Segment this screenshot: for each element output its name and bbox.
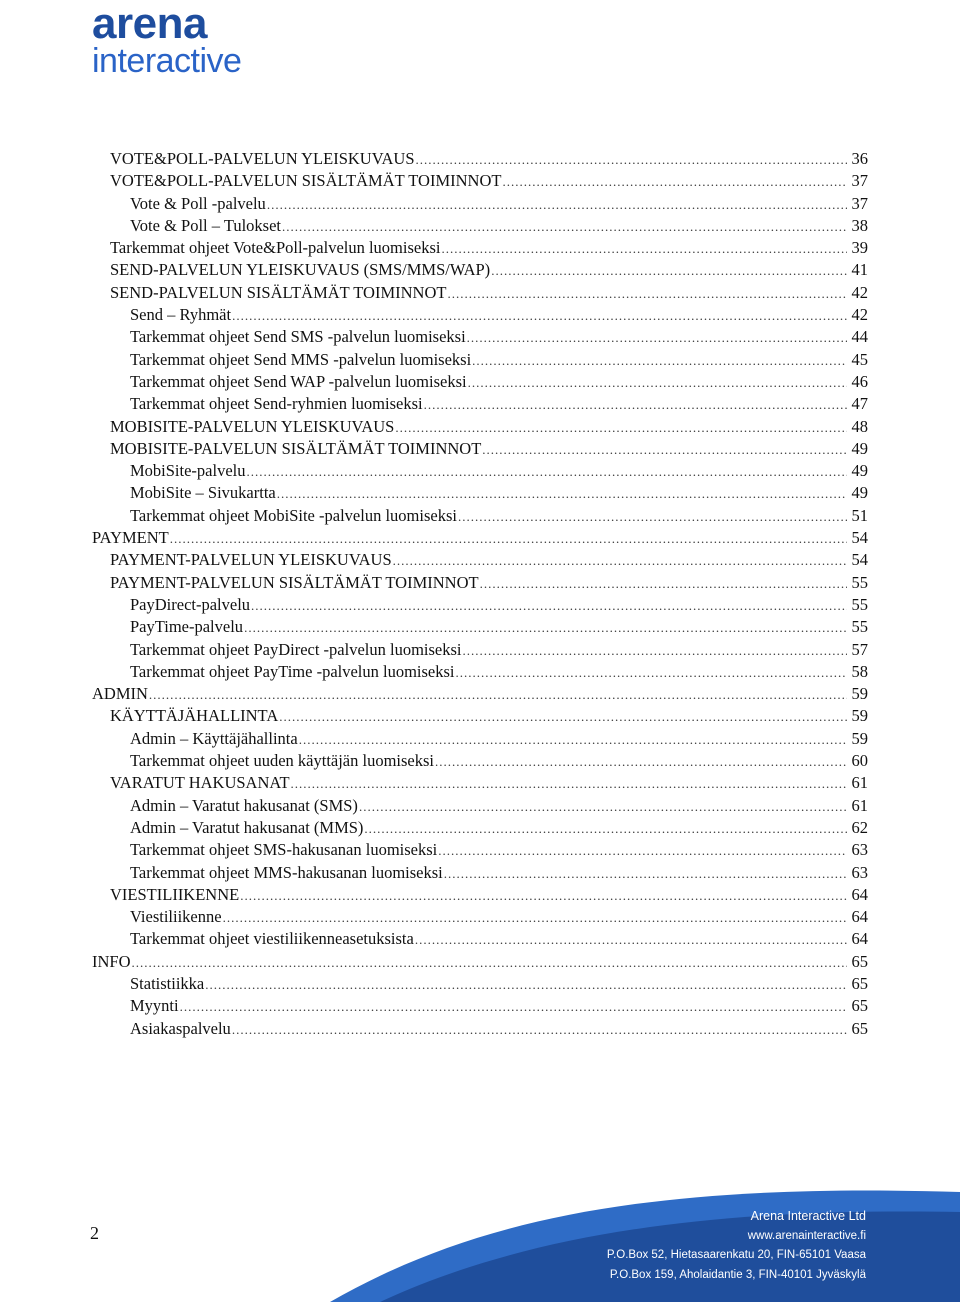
toc-dot-leader xyxy=(458,506,847,528)
toc-entry[interactable] xyxy=(92,995,868,1017)
toc-dot-leader xyxy=(170,528,847,550)
toc-entry-title: Admin – Varatut hakusanat (MMS) xyxy=(130,817,364,837)
toc-dot-leader xyxy=(395,417,847,439)
toc-entry[interactable] xyxy=(92,393,868,415)
toc-entry[interactable] xyxy=(92,148,868,170)
toc-entry-page: 49 xyxy=(851,483,868,503)
company-logo xyxy=(92,0,262,80)
toc-entry-page: 59 xyxy=(851,684,868,704)
toc-entry[interactable] xyxy=(92,193,868,215)
toc-entry-page: 63 xyxy=(851,840,868,860)
toc-entry[interactable] xyxy=(92,683,868,705)
toc-dot-leader xyxy=(180,996,847,1018)
toc-entry-title: Tarkemmat ohjeet Send MMS -palvelun luomiseksi xyxy=(130,349,472,369)
toc-entry-title: Tarkemmat ohjeet Send WAP -palvelun luomiseksi xyxy=(130,371,467,391)
toc-entry-title: Tarkemmat ohjeet Vote&Poll-palvelun luomiseksi xyxy=(110,238,441,258)
toc-entry-title: Tarkemmat ohjeet Send SMS -palvelun luomiseksi xyxy=(130,327,466,347)
toc-entry[interactable] xyxy=(92,215,868,237)
toc-entry-title: Tarkemmat ohjeet Send-ryhmien luomiseksi xyxy=(130,394,423,414)
toc-entry-page: 46 xyxy=(851,371,868,391)
toc-dot-leader xyxy=(456,662,847,684)
toc-entry[interactable] xyxy=(92,973,868,995)
toc-entry[interactable] xyxy=(92,795,868,817)
toc-dot-leader xyxy=(364,818,847,840)
toc-entry[interactable] xyxy=(92,616,868,638)
toc-dot-leader xyxy=(491,260,847,282)
toc-entry-title: Viestiliikenne xyxy=(130,907,222,927)
toc-dot-leader xyxy=(441,238,847,260)
toc-entry-title: PayDirect-palvelu xyxy=(130,594,251,614)
toc-entry-title: Tarkemmat ohjeet uuden käyttäjän luomiseksi xyxy=(130,751,435,771)
toc-entry-page: 64 xyxy=(851,907,868,927)
toc-dot-leader xyxy=(132,952,847,974)
toc-entry-title: Tarkemmat ohjeet PayDirect -palvelun luomiseksi xyxy=(130,639,462,659)
toc-entry[interactable] xyxy=(92,349,868,371)
toc-entry-title: Myynti xyxy=(130,996,179,1016)
toc-dot-leader xyxy=(482,439,847,461)
toc-dot-leader xyxy=(438,840,847,862)
toc-entry[interactable] xyxy=(92,705,868,727)
toc-entry[interactable] xyxy=(92,728,868,750)
logo-wordmark-top: arena xyxy=(92,0,207,48)
toc-entry-page: 51 xyxy=(851,505,868,525)
toc-entry[interactable] xyxy=(92,772,868,794)
toc-entry-page: 49 xyxy=(851,438,868,458)
toc-dot-leader xyxy=(472,350,847,372)
logo-wordmark-bottom: interactive xyxy=(92,42,242,80)
toc-entry[interactable] xyxy=(92,326,868,348)
toc-entry-page: 55 xyxy=(851,617,868,637)
toc-entry-title: Tarkemmat ohjeet MMS-hakusanan luomiseksi xyxy=(130,862,443,882)
toc-entry-title: MOBISITE-PALVELUN SISÄLTÄMÄT TOIMINNOT xyxy=(110,438,482,458)
toc-dot-leader xyxy=(205,974,847,996)
toc-dot-leader xyxy=(416,149,847,171)
toc-entry-page: 55 xyxy=(851,594,868,614)
toc-entry[interactable] xyxy=(92,549,868,571)
footer-company-name: Arena Interactive Ltd xyxy=(750,1209,866,1223)
toc-entry-title: PAYMENT xyxy=(92,528,169,548)
toc-dot-leader xyxy=(251,595,847,617)
toc-entry[interactable] xyxy=(92,951,868,973)
table-of-contents xyxy=(92,148,868,1040)
toc-entry-page: 60 xyxy=(851,751,868,771)
toc-entry-title: MobiSite-palvelu xyxy=(130,461,246,481)
toc-entry[interactable] xyxy=(92,505,868,527)
toc-dot-leader xyxy=(232,305,847,327)
toc-entry[interactable] xyxy=(92,1018,868,1040)
toc-entry-title: VOTE&POLL-PALVELUN SISÄLTÄMÄT TOIMINNOT xyxy=(110,171,502,191)
toc-dot-leader xyxy=(277,483,847,505)
toc-entry-title: KÄYTTÄJÄHALLINTA xyxy=(110,706,279,726)
toc-entry-page: 63 xyxy=(851,862,868,882)
toc-dot-leader xyxy=(463,640,848,662)
toc-entry-page: 38 xyxy=(851,215,868,235)
toc-entry[interactable] xyxy=(92,839,868,861)
toc-entry-page: 62 xyxy=(851,817,868,837)
toc-entry-title: PAYMENT-PALVELUN YLEISKUVAUS xyxy=(110,550,392,570)
toc-entry-page: 44 xyxy=(851,327,868,347)
toc-dot-leader xyxy=(359,796,847,818)
toc-entry[interactable] xyxy=(92,438,868,460)
toc-entry-page: 49 xyxy=(851,461,868,481)
toc-entry-page: 47 xyxy=(851,394,868,414)
toc-entry-page: 54 xyxy=(851,550,868,570)
toc-entry-page: 37 xyxy=(851,171,868,191)
toc-entry[interactable] xyxy=(92,594,868,616)
toc-entry-page: 59 xyxy=(851,728,868,748)
toc-entry-page: 42 xyxy=(851,282,868,302)
page-number: 2 xyxy=(90,1223,99,1243)
toc-entry-page: 65 xyxy=(851,973,868,993)
toc-entry-title: Tarkemmat ohjeet PayTime -palvelun luomiseksi xyxy=(130,661,455,681)
toc-dot-leader xyxy=(480,573,847,595)
toc-entry-page: 48 xyxy=(851,416,868,436)
toc-entry-title: Admin – Käyttäjähallinta xyxy=(130,728,298,748)
toc-entry[interactable] xyxy=(92,282,868,304)
toc-entry-title: MOBISITE-PALVELUN YLEISKUVAUS xyxy=(110,416,395,436)
toc-dot-leader xyxy=(393,550,847,572)
toc-entry[interactable] xyxy=(92,416,868,438)
toc-entry-page: 65 xyxy=(851,996,868,1016)
toc-entry-page: 64 xyxy=(851,929,868,949)
toc-entry-title: Statistiikka xyxy=(130,973,205,993)
toc-dot-leader xyxy=(435,751,847,773)
toc-dot-leader xyxy=(299,729,847,751)
toc-dot-leader xyxy=(282,216,847,238)
toc-entry[interactable] xyxy=(92,304,868,326)
footer-address-vaasa: P.O.Box 52, Hietasaarenkatu 20, FIN-65101 Vaasa xyxy=(606,1249,866,1261)
toc-entry[interactable] xyxy=(92,527,868,549)
toc-entry-page: 41 xyxy=(851,260,868,280)
toc-dot-leader xyxy=(232,1019,847,1041)
toc-entry[interactable] xyxy=(92,572,868,594)
toc-entry[interactable] xyxy=(92,482,868,504)
toc-entry-title: MobiSite – Sivukartta xyxy=(130,483,276,503)
toc-entry-page: 65 xyxy=(851,951,868,971)
toc-entry-page: 37 xyxy=(851,193,868,213)
toc-entry-title: VARATUT HAKUSANAT xyxy=(110,773,290,793)
toc-dot-leader xyxy=(240,885,847,907)
toc-entry-title: Send – Ryhmät xyxy=(130,305,232,325)
toc-entry[interactable] xyxy=(92,884,868,906)
toc-entry-title: Tarkemmat ohjeet SMS-hakusanan luomiseksi xyxy=(130,840,438,860)
toc-entry[interactable] xyxy=(92,750,868,772)
toc-dot-leader xyxy=(468,372,847,394)
toc-entry[interactable] xyxy=(92,928,868,950)
toc-entry-title: Admin – Varatut hakusanat (SMS) xyxy=(130,795,358,815)
toc-entry[interactable] xyxy=(92,371,868,393)
toc-entry-page: 54 xyxy=(851,528,868,548)
toc-entry-title: PAYMENT-PALVELUN SISÄLTÄMÄT TOIMINNOT xyxy=(110,572,479,592)
toc-dot-leader xyxy=(149,684,847,706)
toc-entry-page: 36 xyxy=(851,149,868,168)
toc-entry-title: INFO xyxy=(92,951,131,971)
toc-dot-leader xyxy=(223,907,847,929)
toc-entry-page: 65 xyxy=(851,1018,868,1038)
toc-dot-leader xyxy=(291,773,847,795)
toc-entry-page: 61 xyxy=(851,795,868,815)
toc-entry-page: 59 xyxy=(851,706,868,726)
toc-entry-page: 57 xyxy=(851,639,868,659)
footer-address-jyvaskyla: P.O.Box 159, Aholaidantie 3, FIN-40101 Jyväskylä xyxy=(609,1268,866,1281)
toc-entry-title: ADMIN xyxy=(92,684,148,704)
toc-dot-leader xyxy=(279,706,847,728)
toc-entry-title: VOTE&POLL-PALVELUN YLEISKUVAUS xyxy=(110,149,415,168)
toc-entry-title: SEND-PALVELUN SISÄLTÄMÄT TOIMINNOT xyxy=(110,282,447,302)
toc-entry[interactable] xyxy=(92,259,868,281)
toc-entry-page: 58 xyxy=(851,661,868,681)
toc-dot-leader xyxy=(246,461,847,483)
toc-entry[interactable] xyxy=(92,906,868,928)
toc-dot-leader xyxy=(244,617,847,639)
footer-contact xyxy=(607,1207,866,1285)
toc-entry-title: SEND-PALVELUN YLEISKUVAUS (SMS/MMS/WAP) xyxy=(110,260,491,280)
toc-entry-page: 39 xyxy=(851,238,868,258)
toc-entry-title: Tarkemmat ohjeet viestiliikenneasetuksista xyxy=(130,929,414,949)
toc-entry[interactable] xyxy=(92,460,868,482)
toc-dot-leader xyxy=(447,283,847,305)
toc-entry-page: 42 xyxy=(851,305,868,325)
toc-entry-page: 55 xyxy=(851,572,868,592)
toc-entry-title: Vote & Poll -palvelu xyxy=(130,193,266,213)
toc-dot-leader xyxy=(467,327,847,349)
toc-entry-title: VIESTILIIKENNE xyxy=(110,884,240,904)
toc-entry-title: Vote & Poll – Tulokset xyxy=(130,215,281,235)
toc-entry-title: Asiakaspalvelu xyxy=(130,1018,231,1038)
toc-entry[interactable] xyxy=(92,661,868,683)
toc-entry-title: Tarkemmat ohjeet MobiSite -palvelun luomiseksi xyxy=(130,505,457,525)
toc-dot-leader xyxy=(415,929,847,951)
toc-entry-page: 45 xyxy=(851,349,868,369)
footer-website: www.arenainteractive.fi xyxy=(747,1229,866,1242)
toc-entry[interactable] xyxy=(92,170,868,192)
toc-entry[interactable] xyxy=(92,237,868,259)
toc-dot-leader xyxy=(444,863,847,885)
toc-dot-leader xyxy=(502,171,847,193)
toc-entry[interactable] xyxy=(92,862,868,884)
toc-entry-title: PayTime-palvelu xyxy=(130,617,244,637)
toc-entry[interactable] xyxy=(92,639,868,661)
toc-dot-leader xyxy=(267,194,847,216)
toc-entry[interactable] xyxy=(92,817,868,839)
toc-entry-page: 61 xyxy=(851,773,868,793)
toc-entry-page: 64 xyxy=(851,884,868,904)
toc-dot-leader xyxy=(424,394,847,416)
